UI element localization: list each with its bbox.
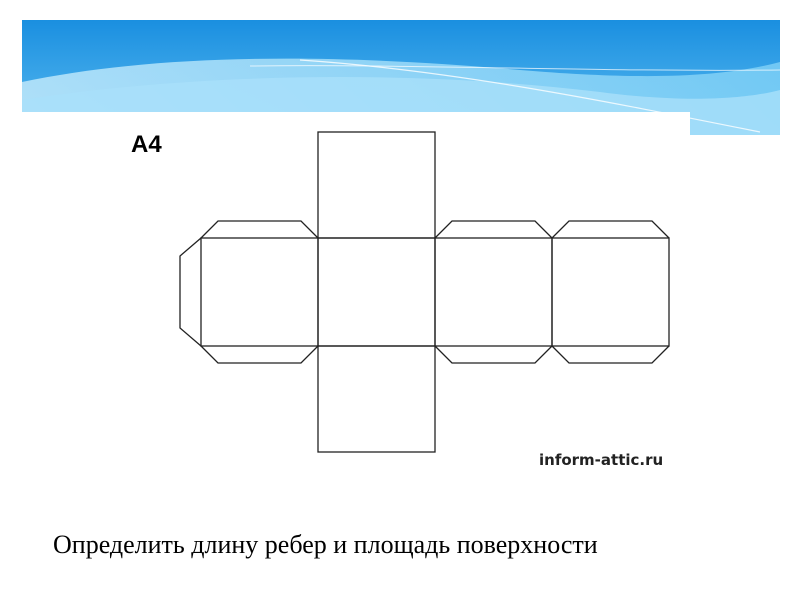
paper-size-label: А4 xyxy=(131,131,162,158)
task-text: Определить длину ребер и площадь поверхности xyxy=(53,530,598,559)
source-watermark: inform-attic.ru xyxy=(539,451,664,469)
face-center xyxy=(318,238,435,346)
face-top xyxy=(318,132,435,238)
tab-left-top xyxy=(201,221,318,238)
face-back xyxy=(552,238,669,346)
tab-back-bottom xyxy=(552,346,669,363)
tab-right-top xyxy=(435,221,552,238)
tab-left-bottom xyxy=(201,346,318,363)
face-left xyxy=(201,238,318,346)
face-right xyxy=(435,238,552,346)
face-bottom xyxy=(318,346,435,452)
tab-back-top xyxy=(552,221,669,238)
tab-right-bottom xyxy=(435,346,552,363)
tab-left-side xyxy=(180,238,201,346)
